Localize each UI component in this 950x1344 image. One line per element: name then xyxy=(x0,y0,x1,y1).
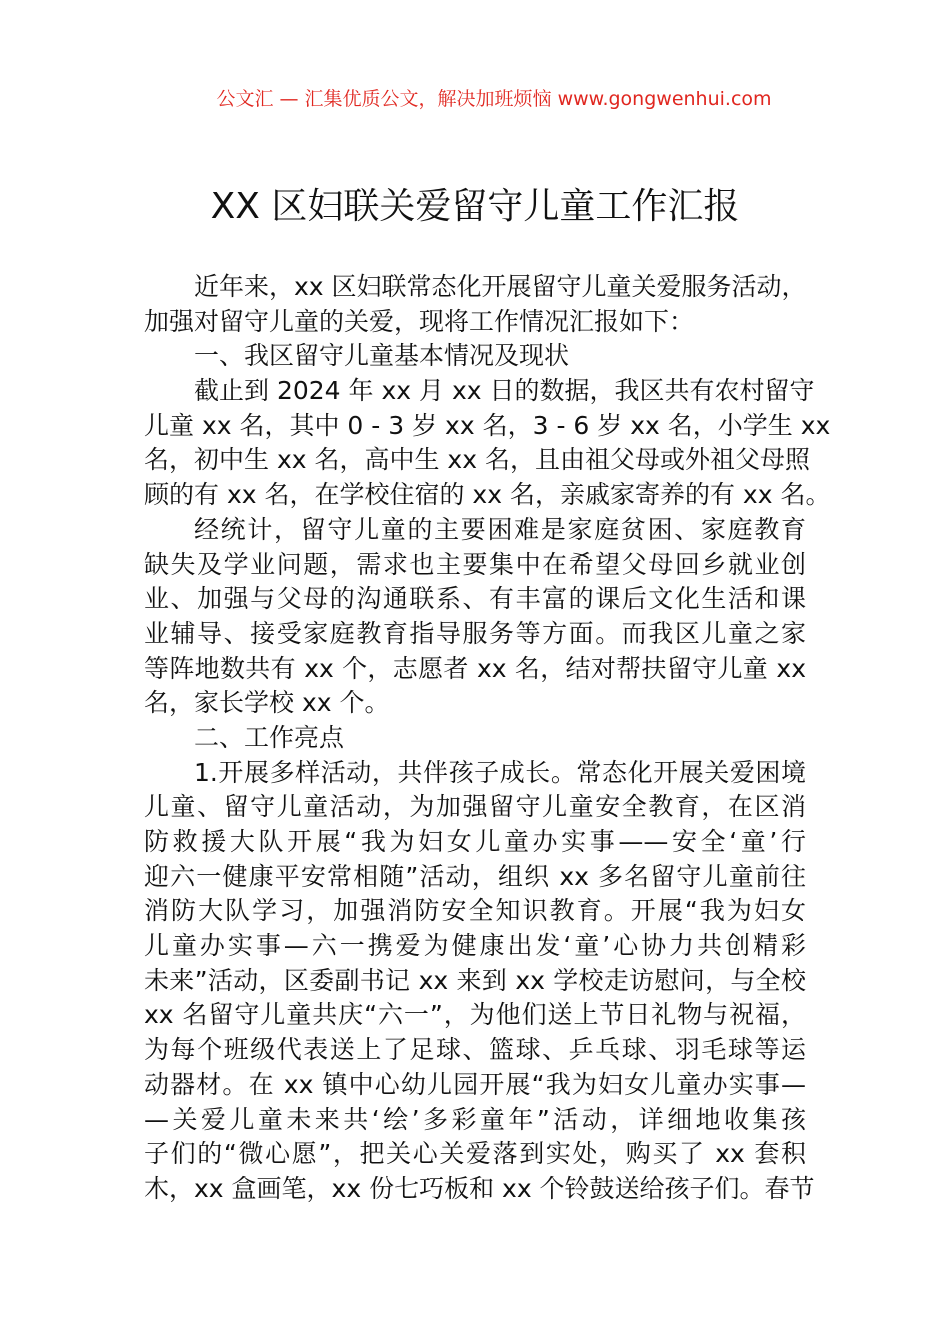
paragraph xyxy=(144,339,806,374)
paragraph xyxy=(144,374,831,513)
text-line: 子们的“微心愿”，把关心关爱落到实处，购买了 xx 套积 xyxy=(144,1139,806,1169)
text-line: —关爱儿童未来共‘绘’多彩童年”活动，详细地收集孩 xyxy=(144,1104,806,1134)
document-title: XX 区妇联关爱留守儿童工作汇报 xyxy=(210,186,740,227)
text-line: 等阵地数共有 xx 个，志愿者 xx 名，结对帮扶留守儿童 xx xyxy=(144,653,806,683)
text-line: 顾的有 xx 名，在学校住宿的 xx 名，亲戚家寄养的有 xx 名。 xyxy=(144,480,831,510)
text-line: 动器材。在 xx 镇中心幼儿园开展“我为妇女儿童办实事— xyxy=(144,1069,806,1099)
text-line: 业辅导、接受家庭教育指导服务等方面。而我区儿童之家 xyxy=(144,618,806,648)
paragraph xyxy=(144,513,806,721)
document-body xyxy=(144,270,831,1207)
text-line: 加强对留守儿童的关爱，现将工作情况汇报如下： xyxy=(144,306,695,336)
text-line: 一、我区留守儿童基本情况及现状 xyxy=(194,341,570,371)
text-line: 1.开展多样活动，共伴孩子成长。常态化开展关爱困境 xyxy=(194,757,806,787)
text-line: 木，xx 盒画笔，xx 份七巧板和 xx 个铃鼓送给孩子们。春节 xyxy=(144,1173,815,1203)
paragraph xyxy=(144,270,806,339)
text-line: 近年来，xx 区妇联常态化开展留守儿童关爱服务活动， xyxy=(194,272,807,301)
text-line: 名，初中生 xx 名，高中生 xx 名，且由祖父母或外祖父母照 xyxy=(144,445,810,475)
text-line: 消防大队学习，加强消防安全知识教育。开展“我为妇女 xyxy=(144,896,806,926)
text-line: 儿童 xx 名，其中 0 - 3 岁 xx 名，3 - 6 岁 xx 名，小学生 xx xyxy=(144,410,831,440)
text-line: 经统计，留守儿童的主要困难是家庭贫困、家庭教育 xyxy=(194,514,806,544)
text-line: 二、工作亮点 xyxy=(194,722,345,752)
text-line: 防救援大队开展“我为妇女儿童办实事——安全‘童’行 xyxy=(144,827,806,856)
text-line: 业、加强与父母的沟通联系、有丰富的课后文化生活和课 xyxy=(144,584,806,614)
text-line: 未来”活动，区委副书记 xx 来到 xx 学校走访慰问，与全校 xyxy=(144,965,806,995)
paragraph xyxy=(144,756,815,1207)
text-line: 为每个班级代表送上了足球、篮球、乒乓球、羽毛球等运 xyxy=(144,1035,806,1065)
watermark-header: 公文汇 — 汇集优质公文，解决加班烦恼 www.gongwenhui.com xyxy=(216,88,772,110)
text-line: 儿童办实事—六一携爱为健康出发‘童’心协力共创精彩 xyxy=(144,931,806,961)
text-line: 儿童、留守儿童活动，为加强留守儿童安全教育，在区消 xyxy=(144,792,806,822)
paragraph xyxy=(144,721,806,756)
text-line: xx 名留守儿童共庆“六一”，为他们送上节日礼物与祝福， xyxy=(144,1000,806,1030)
text-line: 迎六一健康平安常相随”活动，组织 xx 多名留守儿童前往 xyxy=(144,861,806,891)
text-line: 名，家长学校 xx 个。 xyxy=(144,688,390,718)
text-line: 截止到 2024 年 xx 月 xx 日的数据，我区共有农村留守 xyxy=(194,376,815,406)
text-line: 缺失及学业问题，需求也主要集中在希望父母回乡就业创 xyxy=(144,549,806,579)
